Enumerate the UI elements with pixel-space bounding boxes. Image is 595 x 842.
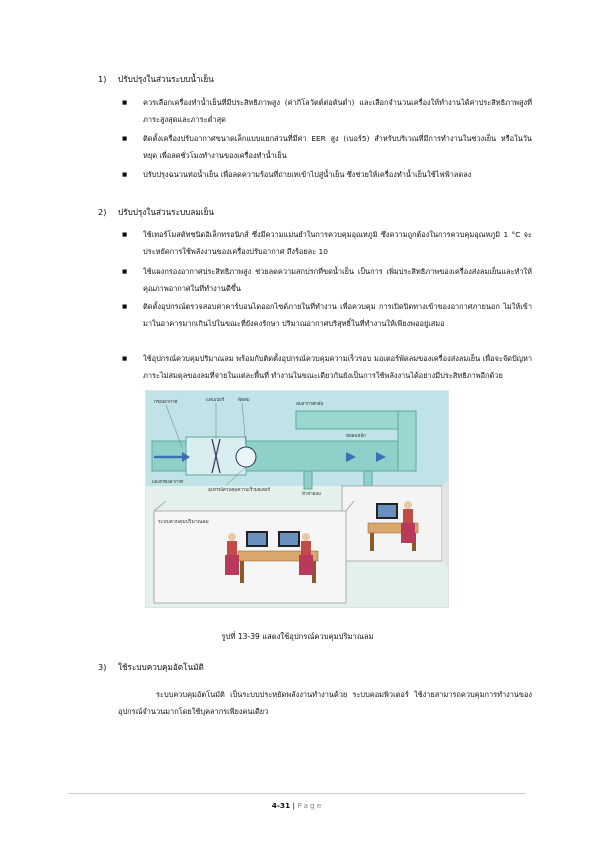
bullet-2-1-text: ใช้เทอร์โมสตัทชนิดอิเล็กทรอนิกส์ ซึ่งมีความแม่นยำในการควบคุมอุณหภูมิ ซึ่งความถูกต้องในการควบคุมอุณหภูมิ 1 °C จะประหยัดการใช้พลังงานของเครื่องปรับอากาศ ถึงร้อยละ 10 [143, 230, 532, 256]
section-1-title: ปรับปรุงในส่วนระบบน้ำเย็น [118, 74, 214, 84]
section-3-paragraph: ระบบควบคุมอัตโนมัติ เป็นระบบประหยัดพลังงานทำงานด้วย ระบบคอมพิวเตอร์ ใช้ง่ายสามารถควบคุมการทำงานของอุปกรณ์จำนวนมากโดยใช้บุคลากรเพียงคนเดียว [118, 690, 532, 716]
bullet-2-3 [124, 299, 532, 332]
section-2-heading [98, 206, 214, 218]
section-2-number: 2) [98, 207, 107, 217]
bullet-1-1 [124, 95, 532, 128]
footer-divider [68, 793, 526, 794]
label-filter: แผงกรองอากาศ [152, 480, 184, 485]
person-icon [228, 533, 236, 541]
person-icon [302, 533, 310, 541]
room-right [342, 479, 449, 569]
vav-diagram [146, 391, 449, 608]
footer-separator: | [290, 801, 298, 810]
bullet-square-icon: ■ [122, 172, 128, 178]
label-vav-room: ระบบควบคุมปริมาณลม [158, 519, 209, 525]
bullet-1-1-text: ควรเลือกเครื่องทำน้ำเย็นที่มีประสิทธิภาพสูง (ค่ากิโลวัตต์ต่อตันต่ำ) และเลือกจำนวนเครื่องให้ทำงานได้ค่าประสิทธิภาพสูงที่ภาระสูงสุดและภาระต่ำสุด [143, 98, 532, 124]
bullet-2-2 [124, 264, 532, 297]
figure-caption: รูปที่ 13-39 แสดงใช้อุปกรณ์ควบคุมปริมาณลม [221, 632, 374, 641]
label-main-duct: ท่อลมหลัก [346, 434, 366, 439]
section-1-heading [98, 73, 214, 85]
bullet-square-icon: ■ [122, 304, 128, 310]
page-number: 4-31 [271, 801, 291, 810]
section-1-number: 1) [98, 74, 107, 84]
bullet-1-2-text: ติดตั้งเครื่องปรับอากาศขนาดเล็กแบบแยกส่วนที่มีค่า EER สูง (เบอร์5) สำหรับบริเวณที่มีการทำงานในช่วงเย็น หรือในวันหยุด เพื่อลดชั่วโมงทำงานของเครื่องทำน้ำเย็น [143, 134, 532, 160]
section-2-title: ปรับปรุงในส่วนระบบลมเย็น [118, 207, 214, 217]
bullet-2-4-text: ใช้อุปกรณ์ควบคุมปริมาณลม พร้อมกับติดตั้งอุปกรณ์ควบคุมความเร็วรอบ มอเตอร์พัดลมของเครื่องส่งลมเย็น เพื่อจะจัดปัญหาภาระไม่สมดุลของลมที่จ่ายในแต่ละพื้นที่ ทำงานในขณะเดียวกันยังเป็นการใช้พลังงานได้อย่างมีประสิทธิภาพอีกด้วย [143, 354, 532, 380]
bullet-1-3 [124, 167, 532, 184]
bullet-2-1 [124, 227, 532, 260]
label-vav-device: อุปกรณ์ควบคุมความเร็วมอเตอร์ [208, 488, 271, 493]
fan-icon [236, 447, 256, 467]
label-fresh-air: กรองอากาศ [154, 400, 178, 405]
bullet-1-2 [124, 131, 532, 164]
section-3-title: ใช้ระบบควบคุมอัตโนมัติ [118, 662, 204, 672]
label-return-air: ลมอากาศกลับ [296, 402, 324, 407]
bullet-square-icon: ■ [122, 356, 128, 362]
bullet-square-icon: ■ [122, 269, 128, 275]
bullet-2-4 [124, 351, 532, 384]
section-3-heading [98, 661, 204, 673]
bullet-2-2-text: ใช้แผงกรองอากาศประสิทธิภาพสูง ช่วยลดความสกปรกที่ขดน้ำเย็น เป็นการ เพิ่มประสิทธิภาพของเครื่องส่งลมเย็นและทำให้คุณภาพอากาศในที่ทำงานดีขึ้น [143, 267, 532, 293]
section-3-number: 3) [98, 662, 107, 672]
page-footer [0, 801, 595, 810]
label-air-outlet: หัวจ่ายลม [302, 492, 322, 497]
bullet-square-icon: ■ [122, 136, 128, 142]
bullet-2-3-text: ติดตั้งอุปกรณ์ตรวจสอบค่าคาร์บอนไดออกไซด์ภายในที่ทำงาน เพื่อควบคุม การเปิดปิดทางเข้าของอากาศภายนอก ไม่ให้เข้ามาในอาคารมากเกินไปในขณะที่ยังคงรักษา ปริมาณอากาศบริสุทธิ์ในที่ทำงานให้เพียงพออยู่เสมอ [143, 302, 532, 328]
bullet-1-3-text: ปรับปรุงฉนวนท่อน้ำเย็น เพื่อลดความร้อนที่ถ่ายเทเข้าไปสู่น้ำเย็น ซึ่งช่วยให้เครื่องทำน้ำเย็นใช้ไฟฟ้าลดลง [143, 170, 472, 179]
label-fan: พัดลม [238, 398, 250, 403]
bullet-square-icon: ■ [122, 100, 128, 106]
page-label: Page [297, 801, 324, 810]
label-damper: แดมเปอร์ [206, 398, 225, 403]
room-left [154, 501, 354, 603]
bullet-square-icon: ■ [122, 232, 128, 238]
vav-system-illustration [145, 390, 449, 608]
person-icon [404, 501, 412, 509]
